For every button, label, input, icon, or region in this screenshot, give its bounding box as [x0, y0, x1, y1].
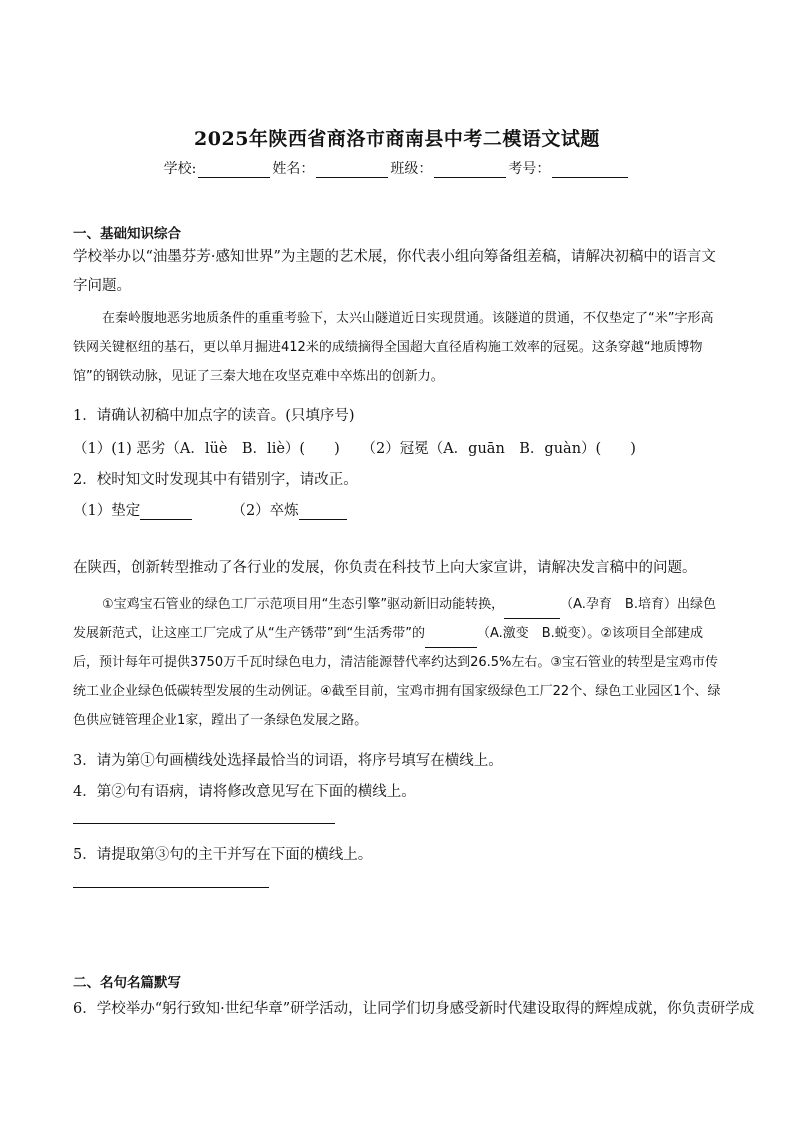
- passage2-blank1[interactable]: [504, 604, 560, 619]
- school-blank[interactable]: [198, 162, 270, 178]
- passage2-part3: ②该项目全部建成后，预计每年可提供3750万千瓦时绿色电力，清洁能源替代率约达到26.5%左右。③宝石管业的转型是宝鸡市传统工业企业绿色低碳转型发展的生动例证。④截至目前，宝鸡市拥有国家级绿色工厂22个、绿色工业园区1个、绿色供应链管理企业1家，蹚出了一条绿色发展之路。: [73, 626, 721, 728]
- question-1: 1．请确认初稿中加点字的读音。(只填序号): [73, 408, 355, 424]
- question-1-options: （1）(1) 恶劣（A．lüè B．liè）( ) （2）冠冕（A．guān B．guàn）( ): [73, 441, 636, 457]
- passage2-blank2[interactable]: [425, 633, 477, 648]
- question-3: 3．请为第①句画横线处选择最恰当的词语，将序号填写在横线上。: [73, 753, 503, 769]
- class-blank[interactable]: [434, 162, 506, 178]
- q2-item1-label: （1）垫定: [73, 503, 141, 519]
- question-2-items: [73, 499, 347, 520]
- q2-item2-blank[interactable]: [299, 505, 347, 520]
- exam-no-blank[interactable]: [552, 162, 628, 178]
- exam-no-label: 考号：: [508, 161, 551, 177]
- section2-heading: 二、名句名篇默写: [73, 975, 181, 991]
- class-label: 班级：: [390, 161, 433, 177]
- passage2-option1: （A.孕育 B.培育）: [560, 597, 677, 612]
- exam-title: 2025年陕西省商洛市商南县中考二模语文试题: [194, 128, 600, 150]
- school-label: 学校:: [163, 161, 197, 177]
- question-4: 4．第②句有语病，请将修改意见写在下面的横线上。: [73, 784, 416, 800]
- passage2: [73, 590, 721, 735]
- name-label: 姓名：: [272, 161, 315, 177]
- question-4-answer-line[interactable]: [73, 823, 335, 824]
- passage2-part2: 出绿色发展新范式，让这座工厂完成了从“生产锈带”到“生活秀带”的: [73, 597, 716, 641]
- q2-item2-label: （2）卒炼: [231, 503, 299, 519]
- passage2-option2: （A.激变 B.蜕变）。: [476, 626, 601, 641]
- question-5-answer-line[interactable]: [73, 887, 269, 888]
- passage1-text: 在秦岭腹地恶劣地质条件的重重考验下，太兴山隧道近日实现贯通。该隧道的贯通，不仅垫定了“米”字形高铁网关键枢纽的基石，更以单月掘进412米的成绩摘得全国超大直径盾构施工效率的冠冕。这条穿越“地质博物馆”的钢铁动脉，见证了三秦大地在攻坚克难中卒炼出的创新力。: [73, 311, 714, 384]
- passage2-part1: ①宝鸡宝石管业的绿色工厂示范项目用“生态引擎”驱动新旧动能转换，: [102, 597, 505, 612]
- passage1: [73, 304, 721, 391]
- section1-intro: 学校举办以“油墨芬芳·感知世界”为主题的艺术展，你代表小组向筹备组差稿，请解决初稿中的语言文字问题。: [73, 249, 716, 294]
- section1-heading: 一、基础知识综合: [73, 226, 181, 242]
- question-5: 5．请提取第③句的主干并写在下面的横线上。: [73, 847, 373, 863]
- q2-item1-blank[interactable]: [140, 505, 192, 520]
- student-info-line: [0, 158, 794, 178]
- name-blank[interactable]: [316, 162, 388, 178]
- question-2: 2．校时知文时发现其中有错别字，请改正。: [73, 472, 358, 488]
- section1-intro2: 在陕西，创新转型推动了各行业的发展，你负责在科技节上向大家宣讲，请解决发言稿中的问题。: [73, 560, 697, 576]
- question-6: 6．学校举办“躬行致知·世纪华章”研学活动，让同学们切身感受新时代建设取得的辉煌成就，你负责研学成: [73, 1001, 755, 1017]
